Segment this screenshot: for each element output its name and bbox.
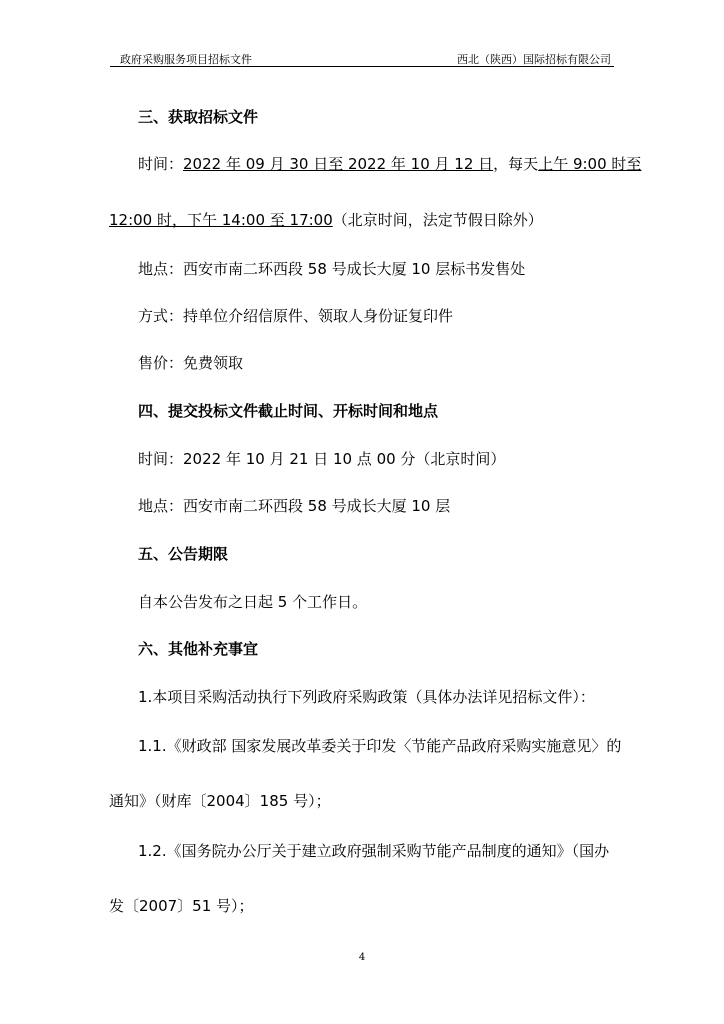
section-3-time-line-2 [109, 210, 543, 230]
section-3-title: 三、获取招标文件 [138, 108, 259, 126]
section-6-item-1-2-line-2: 发〔2007〕51 号）； [109, 897, 254, 915]
section-3-morning-start: 上午 9:00 时至 [538, 155, 642, 173]
section-5-text: 自本公告发布之日起 5 个工作日。 [138, 593, 368, 611]
section-3-hours: 12:00 时，下午 14:00 至 17:00 [109, 211, 333, 229]
section-4-time: 时间：2022 年 10 月 21 日 10 点 00 分（北京时间） [138, 450, 506, 468]
section-3-time-note: （北京时间，法定节假日除外） [332, 211, 543, 229]
header-company-name: 西北（陕西）国际招标有限公司 [457, 53, 611, 66]
section-3-date-range: 2022 年 09 月 30 日至 2022 年 10 月 12 日 [183, 155, 494, 173]
section-3-price: 售价：免费领取 [138, 354, 244, 372]
header-document-title: 政府采购服务项目招标文件 [120, 53, 252, 66]
section-6-item-1-2-line-1: 1.2.《国务院办公厅关于建立政府强制采购节能产品制度的通知》（国办 [138, 842, 610, 860]
section-3-time-label: 时间： [138, 155, 184, 173]
header-divider [110, 66, 614, 67]
section-3-daily-label: ，每天 [493, 155, 539, 173]
section-3-place: 地点：西安市南二环西段 58 号成长大厦 10 层标书发售处 [138, 260, 526, 278]
section-3-time-line-1 [138, 154, 641, 174]
section-4-title: 四、提交投标文件截止时间、开标时间和地点 [138, 402, 439, 420]
section-5-title: 五、公告期限 [138, 545, 229, 563]
section-3-method: 方式：持单位介绍信原件、领取人身份证复印件 [138, 307, 454, 325]
page-number: 4 [358, 952, 366, 963]
section-6-item-1: 1.本项目采购活动执行下列政府采购政策（具体办法详见招标文件）： [138, 688, 595, 706]
section-6-item-1-1-line-2: 通知》（财库〔2004〕185 号）； [109, 792, 331, 810]
section-6-title: 六、其他补充事宜 [138, 640, 259, 658]
section-6-item-1-1-line-1: 1.1.《财政部 国家发展改革委关于印发〈节能产品政府采购实施意见〉的 [138, 737, 622, 755]
section-4-place: 地点：西安市南二环西段 58 号成长大厦 10 层 [138, 497, 451, 515]
